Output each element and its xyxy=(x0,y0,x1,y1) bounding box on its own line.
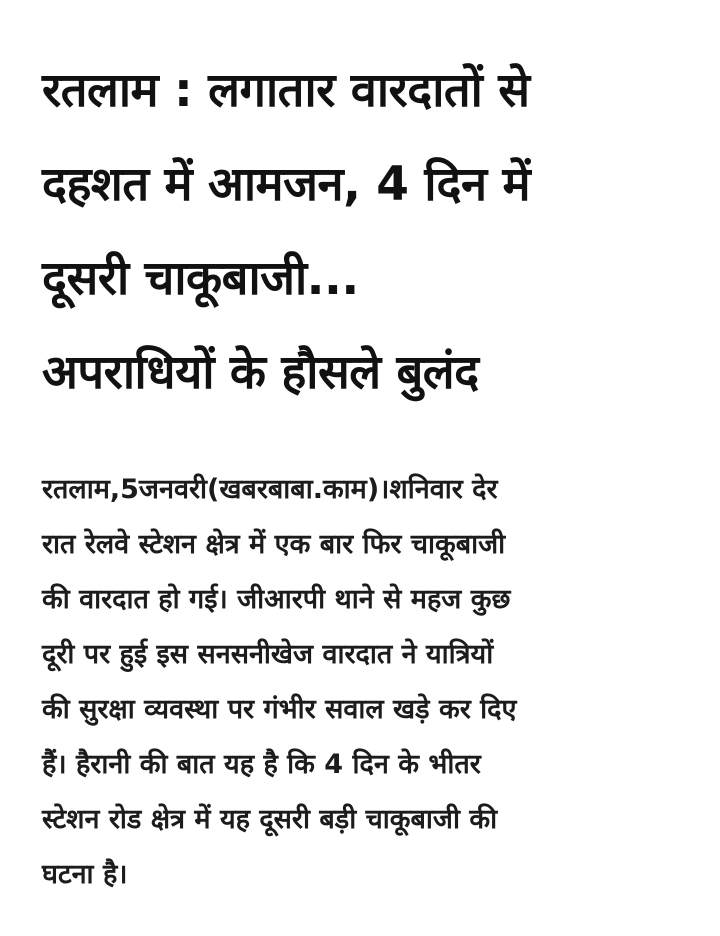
headline xyxy=(42,44,692,420)
headline-line: दूसरी चाकूबाजी... xyxy=(42,251,359,306)
body-line: की वारदात हो गई। जीआरपी थाने से महज कुछ xyxy=(42,584,511,615)
body-line: रतलाम,5जनवरी(खबरबाबा.काम)।शनिवार देर xyxy=(42,474,498,505)
body-line: हैं। हैरानी की बात यह है कि 4 दिन के भीतर xyxy=(42,749,481,780)
article-body xyxy=(42,462,692,902)
body-line: की सुरक्षा व्यवस्था पर गंभीर सवाल खड़े कर दिए xyxy=(42,694,517,725)
headline-line: रतलाम : लगातार वारदातों से xyxy=(42,63,530,118)
body-line: रात रेलवे स्टेशन क्षेत्र में एक बार फिर चाकूबाजी xyxy=(42,529,506,560)
headline-line: दहशत में आमजन, 4 दिन में xyxy=(42,157,531,212)
body-line: घटना है। xyxy=(42,859,128,890)
body-line: दूरी पर हुई इस सनसनीखेज वारदात ने यात्रियों xyxy=(42,639,494,670)
headline-line: अपराधियों के हौसले बुलंद xyxy=(42,345,479,400)
body-line: स्टेशन रोड क्षेत्र में यह दूसरी बड़ी चाकूबाजी की xyxy=(42,804,498,835)
